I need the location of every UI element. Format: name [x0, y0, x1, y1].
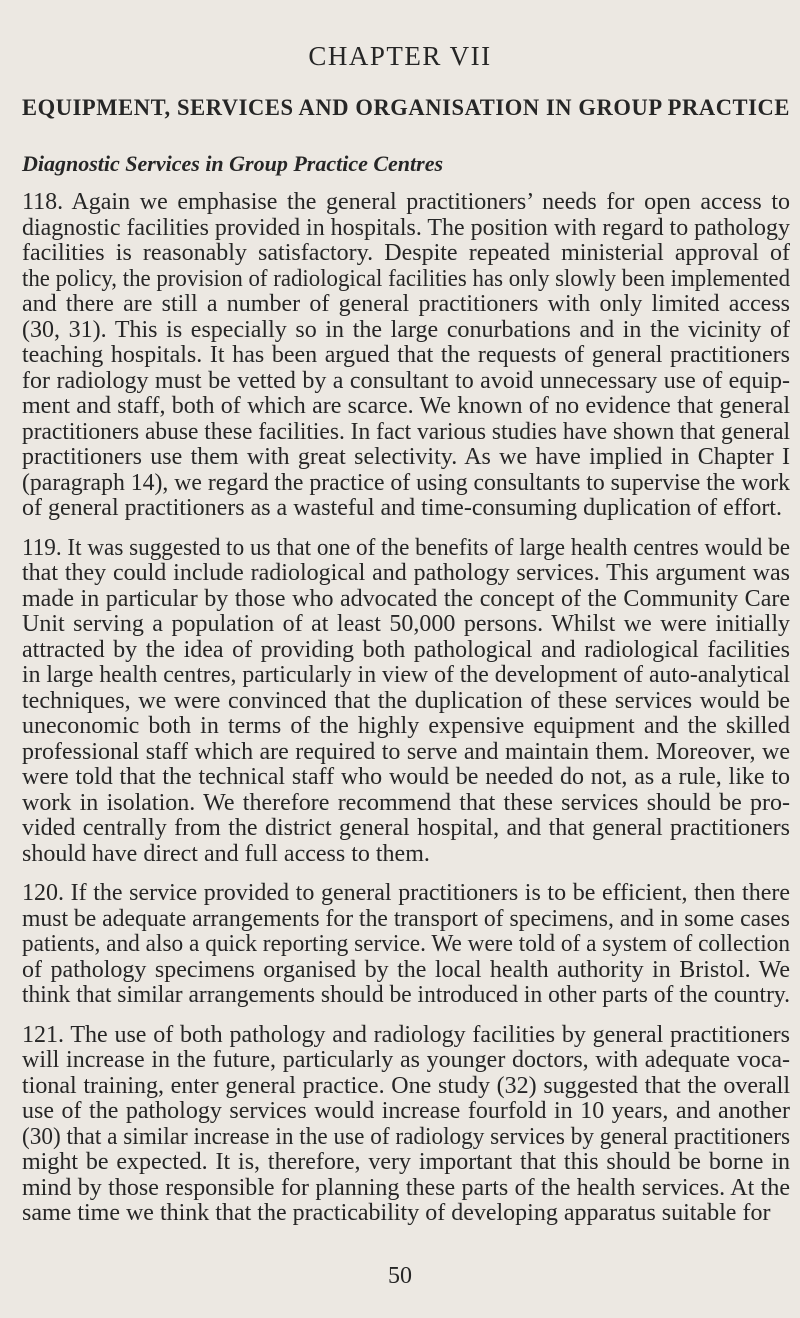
- chapter-number: CHAPTER VII: [308, 41, 492, 71]
- text-line-content: (paragraph 14), we regard the practice of using consultants to supervise the work: [22, 469, 790, 496]
- text-line-content: 119. It was suggested to us that one of the benefits of large health centres would be: [22, 534, 790, 561]
- text-line-content: might be expected. It is, therefore, very important that this should be borne in: [22, 1149, 790, 1175]
- text-line-content: in large health centres, particularly in view of the development of auto-analytical: [22, 662, 790, 688]
- text-line-content: must be adequate arrangements for the transport of specimens, and in some cases: [22, 905, 790, 932]
- text-line-content: for radiology must be vetted by a consultant to avoid unnecessary use of equip-: [22, 367, 790, 394]
- section-heading: Diagnostic Services in Group Practice Centres: [22, 151, 444, 176]
- text-line: [22, 394, 790, 420]
- text-line: [22, 292, 790, 318]
- text-line: [22, 343, 790, 369]
- text-line-content: professional staff which are required to serve and maintain them. Moreover, we: [22, 738, 790, 765]
- text-line-content: that they could include radiological and pathology services. This argument was: [22, 560, 790, 586]
- text-line: [22, 1125, 790, 1151]
- text-line-content: work in isolation. We therefore recommend that these services should be pro-: [22, 789, 790, 816]
- text-line-content: will increase in the future, particularly as younger doctors, with adequate voca-: [22, 1047, 790, 1073]
- text-line: [22, 765, 790, 791]
- text-line: [22, 318, 790, 344]
- text-line: [22, 740, 790, 766]
- text-line: [22, 791, 790, 817]
- text-line-content: (30) that a similar increase in the use of radiology services by general practitioners: [22, 1123, 790, 1150]
- text-line-content: 121. The use of both pathology and radiology facilities by general practitioners: [22, 1021, 790, 1048]
- text-line-content: of pathology specimens organised by the local health authority in Bristol. We: [22, 956, 790, 983]
- text-line-content: practitioners use them with great selectivity. As we have implied in Chapter I: [22, 444, 790, 470]
- text-line: [22, 983, 790, 1009]
- text-line: [22, 638, 790, 664]
- body-text: [22, 190, 790, 1241]
- chapter-title-text: EQUIPMENT, SERVICES AND ORGANISATION IN GROUP PRACTICE: [22, 95, 790, 120]
- text-line: [22, 1048, 790, 1074]
- text-line: [22, 420, 790, 446]
- text-line: [22, 663, 790, 689]
- text-line: [22, 714, 790, 740]
- text-line: [22, 471, 790, 497]
- text-line: [22, 612, 790, 638]
- text-line-content: ment and staff, both of which are scarce. We known of no evidence that general: [22, 393, 790, 419]
- text-line-content: mind by those responsible for planning these parts of the health services. At the: [22, 1174, 790, 1201]
- text-line-content: of general practitioners as a wasteful and time-consuming duplication of effort.: [22, 495, 782, 521]
- text-line-content: patients, and also a quick reporting service. We were told of a system of collection: [22, 931, 790, 957]
- text-line-content: 118. Again we emphasise the general practitioners’ needs for open access to: [22, 189, 790, 215]
- text-line: [22, 587, 790, 613]
- text-line-content: (30, 31). This is especially so in the large conurbations and in the vicinity of: [22, 316, 790, 343]
- text-line: [22, 689, 790, 715]
- text-line: [22, 1099, 790, 1125]
- text-line: [22, 561, 790, 587]
- text-line-content: facilities is reasonably satisfactory. Despite repeated ministerial approval of: [22, 240, 790, 266]
- text-line-content: techniques, we were convinced that the duplication of these services would be: [22, 687, 790, 714]
- text-line: [22, 445, 790, 471]
- text-line: [22, 190, 790, 216]
- text-line: [22, 907, 790, 933]
- text-line-content: teaching hospitals. It has been argued that the requests of general practitioners: [22, 342, 790, 368]
- text-line: [22, 536, 790, 562]
- text-line-content: were told that the technical staff who would be needed do not, as a rule, like to: [22, 764, 790, 790]
- text-line: [22, 1150, 790, 1176]
- text-line: [22, 1201, 790, 1227]
- text-line-content: vided centrally from the district general hospital, and that general practitioners: [22, 815, 790, 841]
- text-line: [22, 842, 790, 868]
- text-line-content: made in particular by those who advocated the concept of the Community Care: [22, 585, 790, 612]
- text-line-content: use of the pathology services would increase fourfold in 10 years, and another: [22, 1098, 790, 1124]
- paragraph-121: [22, 1023, 790, 1227]
- text-line-content: should have direct and full access to them.: [22, 840, 430, 867]
- text-line: [22, 816, 790, 842]
- chapter-title: [22, 94, 790, 122]
- text-line: [22, 496, 790, 522]
- text-line-content: tional training, enter general practice. One study (32) suggested that the overall: [22, 1072, 790, 1099]
- text-line-content: attracted by the idea of providing both pathological and radiological facilities: [22, 636, 790, 663]
- text-line: [22, 241, 790, 267]
- text-line: [22, 369, 790, 395]
- text-line-content: same time we think that the practicability of developing apparatus suitable for: [22, 1200, 771, 1226]
- text-line: [22, 267, 790, 293]
- text-line-content: 120. If the service provided to general practitioners is to be efficient, then there: [22, 880, 790, 906]
- page-number: 50: [388, 1263, 412, 1289]
- text-line-content: Unit serving a population of at least 50,000 persons. Whilst we were initially: [22, 611, 790, 637]
- text-line: [22, 1176, 790, 1202]
- text-line-content: practitioners abuse these facilities. In fact various studies have shown that general: [22, 418, 790, 445]
- text-line-content: and there are still a number of general practitioners with only limited access: [22, 291, 790, 317]
- text-line: [22, 958, 790, 984]
- text-line-content: diagnostic facilities provided in hospitals. The position with regard to pathology: [22, 214, 790, 241]
- text-line: [22, 216, 790, 242]
- text-line: [22, 881, 790, 907]
- text-line: [22, 1023, 790, 1049]
- text-line-content: uneconomic both in terms of the highly expensive equipment and the skilled: [22, 713, 790, 739]
- text-line: [22, 932, 790, 958]
- text-line: [22, 1074, 790, 1100]
- paragraph-120: [22, 881, 790, 1009]
- text-line-content: think that similar arrangements should be introduced in other parts of the country.: [22, 982, 790, 1008]
- paragraph-118: [22, 190, 790, 522]
- text-line-content: the policy, the provision of radiological facilities has only slowly been implemented: [22, 265, 790, 292]
- paragraph-119: [22, 536, 790, 868]
